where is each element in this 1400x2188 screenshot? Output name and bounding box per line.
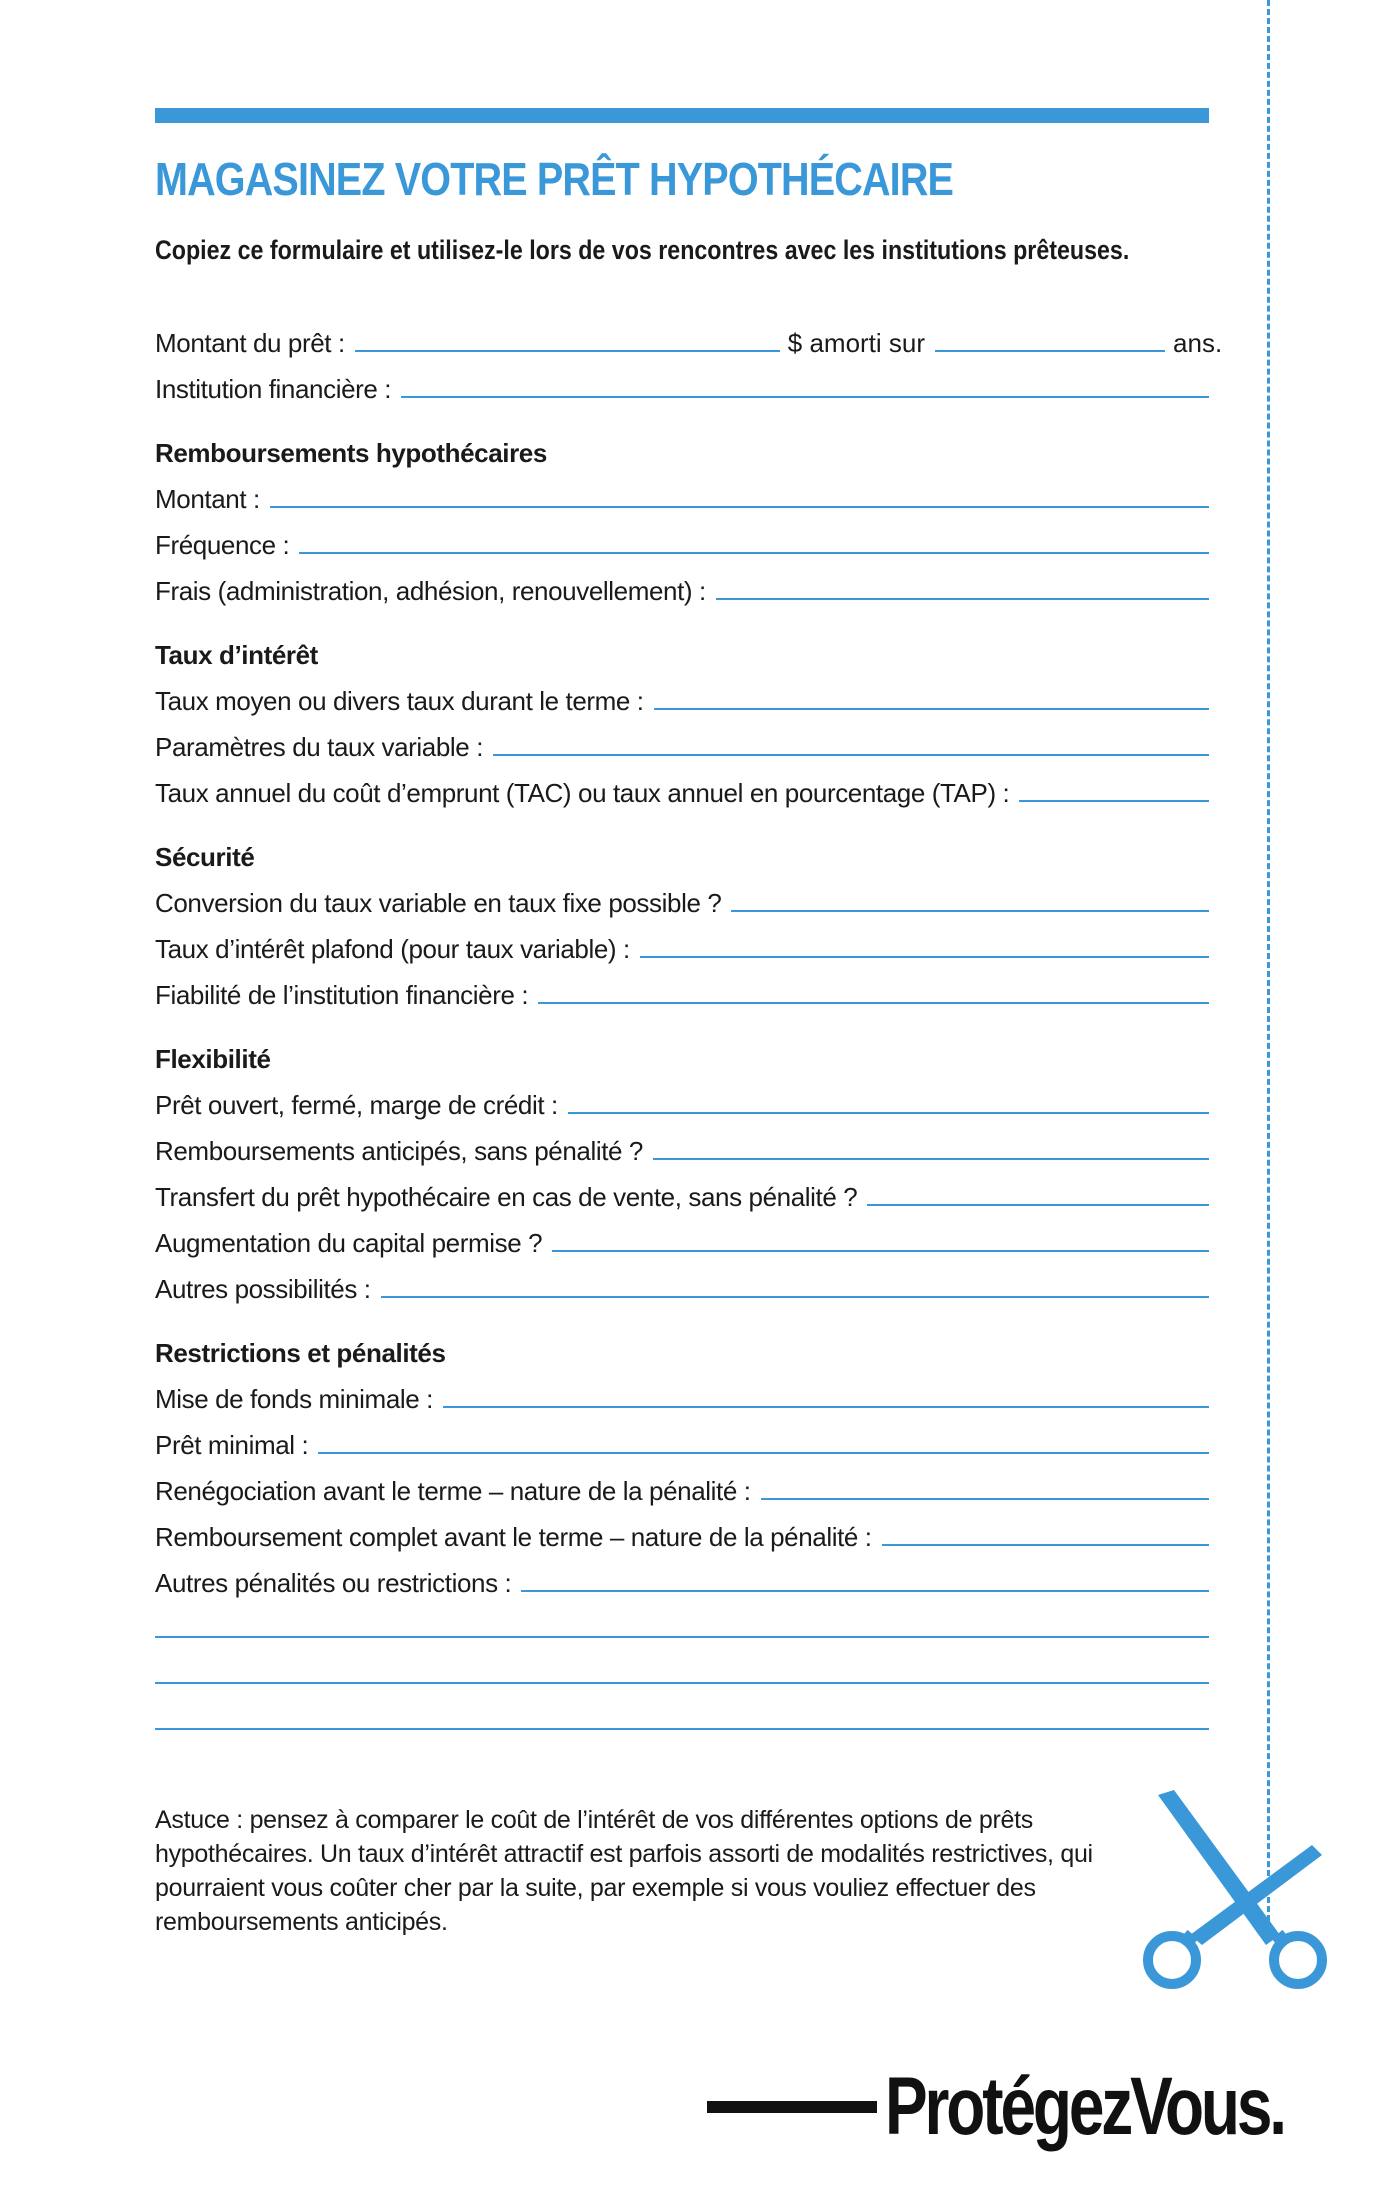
extra-blank-line[interactable] [155,1696,1209,1742]
field-label: Prêt ouvert, fermé, marge de crédit : [155,1090,558,1120]
field-input-line[interactable] [270,506,1209,508]
field-input-line[interactable] [381,1296,1209,1298]
institution-field[interactable] [401,396,1209,398]
section-title [155,1034,1209,1080]
form-row [155,878,1209,924]
form-row [155,566,1209,612]
loan-amount-row [155,318,1223,364]
field-input-line[interactable] [538,1002,1209,1004]
form-row [155,1126,1209,1172]
extra-blank-line[interactable] [155,1650,1209,1696]
logo-rule [707,2101,877,2113]
mortgage-form [155,318,1223,1742]
form-row [155,676,1209,722]
field-label: Montant : [155,484,260,514]
institution-label: Institution financière : [155,374,392,404]
loan-amount-field[interactable] [355,350,780,352]
field-input-line[interactable] [299,552,1209,554]
field-label: Renégociation avant le terme – nature de la pénalité : [155,1476,751,1506]
brand-name: ProtégezVous. [885,2061,1284,2152]
field-label: Augmentation du capital permise ? [155,1228,543,1258]
amortization-years-field[interactable] [935,350,1165,352]
field-label: Mise de fonds minimale : [155,1384,433,1414]
field-input-line[interactable] [761,1498,1209,1500]
institution-row [155,364,1209,410]
field-input-line[interactable] [731,910,1209,912]
form-sections [155,428,1209,1604]
page-title: MAGASINEZ VOTRE PRÊT HYPOTHÉCAIRE [155,153,954,205]
field-input-line[interactable] [443,1406,1209,1408]
field-label: Paramètres du taux variable : [155,732,484,762]
field-label: Prêt minimal : [155,1430,309,1460]
field-label: Remboursement complet avant le terme – nature de la pénalité : [155,1522,872,1552]
page-subtitle: Copiez ce formulaire et utilisez-le lors de vos rencontres avec les institutions prêteuses. [155,235,1130,265]
section-title [155,1328,1209,1374]
form-row [155,474,1209,520]
field-label: Conversion du taux variable en taux fixe possible ? [155,888,722,918]
field-input-line[interactable] [521,1590,1209,1592]
field-label: Taux annuel du coût d’emprunt (TAC) ou taux annuel en pourcentage (TAP) : [155,778,1010,808]
field-label: Fréquence : [155,530,290,560]
form-row [155,1374,1209,1420]
field-input-line[interactable] [716,598,1209,600]
scissors-icon [1130,1785,1340,2005]
field-input-line[interactable] [568,1112,1209,1114]
form-row [155,1466,1209,1512]
section-title-text: Restrictions et pénalités [155,1338,446,1368]
field-input-line[interactable] [493,754,1209,756]
field-input-line[interactable] [882,1544,1209,1546]
amortized-label: $ amorti sur [787,328,926,358]
cut-dashed-line [1267,0,1270,1930]
field-label: Autres possibilités : [155,1274,371,1304]
section-title-text: Remboursements hypothécaires [155,438,547,468]
section-title-text: Flexibilité [155,1044,271,1074]
form-row [155,1420,1209,1466]
form-row [155,1172,1209,1218]
field-input-line[interactable] [653,1158,1209,1160]
field-input-line[interactable] [640,956,1209,958]
field-label: Frais (administration, adhésion, renouvellement) : [155,576,706,606]
loan-amount-label: Montant du prêt : [155,328,345,358]
section-title-text: Taux d’intérêt [155,640,318,670]
years-label: ans. [1173,328,1223,358]
form-row [155,722,1209,768]
field-label: Autres pénalités ou restrictions : [155,1568,512,1598]
section-title [155,832,1209,878]
field-label: Taux moyen ou divers taux durant le terme : [155,686,644,716]
section-title [155,428,1209,474]
field-input-line[interactable] [1019,800,1209,802]
form-row [155,768,1209,814]
top-accent-bar [155,108,1209,123]
section-title [155,630,1209,676]
form-row [155,1512,1209,1558]
field-label: Taux d’intérêt plafond (pour taux variable) : [155,934,630,964]
field-label: Remboursements anticipés, sans pénalité ? [155,1136,643,1166]
form-row [155,1264,1209,1310]
field-input-line[interactable] [318,1452,1209,1454]
field-label: Transfert du prêt hypothécaire en cas de vente, sans pénalité ? [155,1182,858,1212]
form-row [155,970,1209,1016]
field-input-line[interactable] [552,1250,1209,1252]
form-row [155,1558,1209,1604]
form-row [155,1218,1209,1264]
tip-text: Astuce : pensez à comparer le coût de l’intérêt de vos différentes options de prêts hypothécaires. Un taux d’intérêt attractif est parfois assorti de modalités restrictives, qui pourraient vous coûter cher par la suite, par exemple si vous vouliez effectuer des remboursements anticipés. [155,1806,1093,1936]
brand-logo [707,2062,1396,2152]
form-row [155,1080,1209,1126]
form-row [155,924,1209,970]
section-title-text: Sécurité [155,842,255,872]
field-label: Fiabilité de l’institution financière : [155,980,529,1010]
field-input-line[interactable] [867,1204,1209,1206]
form-row [155,520,1209,566]
extra-blank-line[interactable] [155,1604,1209,1650]
field-input-line[interactable] [654,708,1209,710]
